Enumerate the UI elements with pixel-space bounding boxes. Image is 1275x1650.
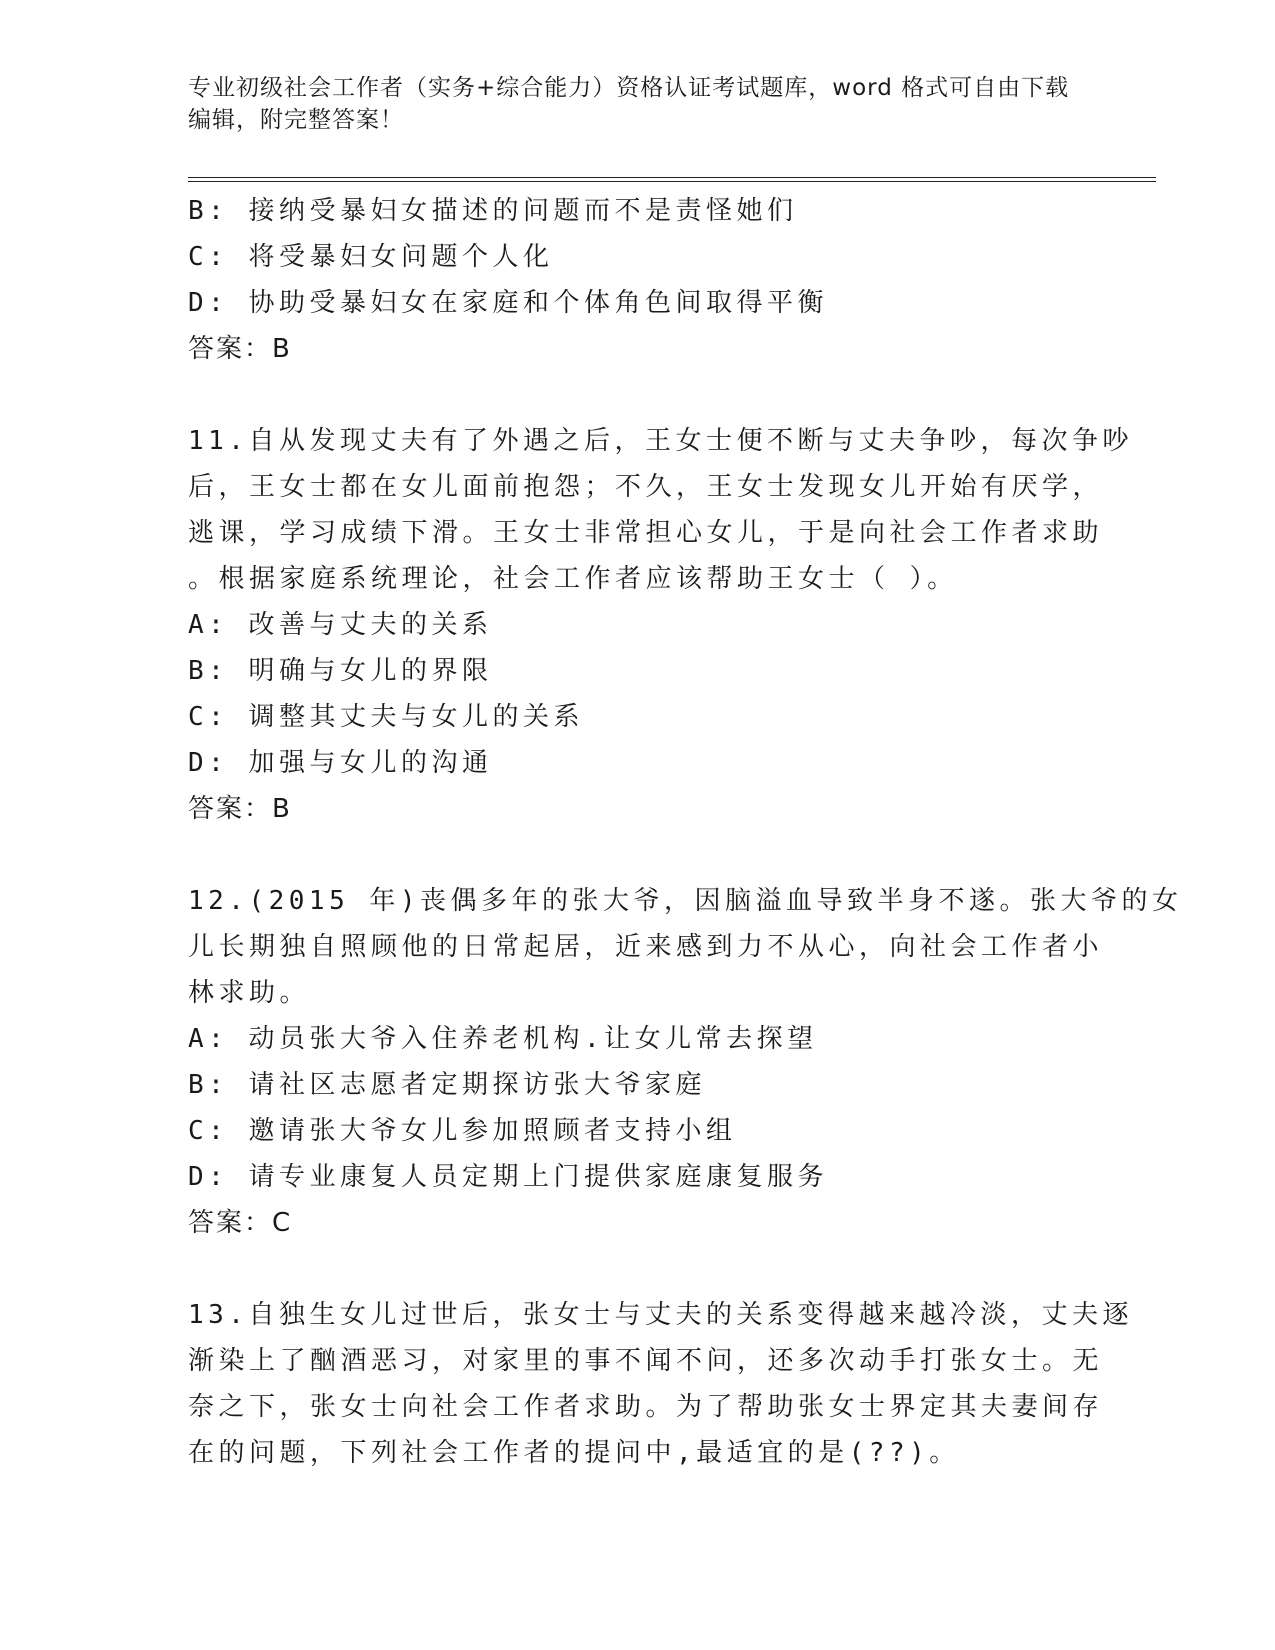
question-11	[188, 418, 1133, 832]
option-c: C: 邀请张大爷女儿参加照顾者支持小组	[188, 1116, 737, 1146]
spacer	[188, 372, 1088, 418]
question-stem-line: 逃课，学习成绩下滑。王女士非常担心女儿，于是向社会工作者求助	[188, 518, 1104, 548]
option-c: C: 调整其丈夫与女儿的关系	[188, 702, 584, 732]
option-d: D: 加强与女儿的沟通	[188, 748, 493, 778]
spacer	[188, 832, 1088, 878]
answer-line: 答案：B	[188, 794, 292, 824]
prev-question	[188, 188, 1088, 372]
question-stem-line: 12.(2015 年)丧偶多年的张大爷，因脑溢血导致半身不遂。张大爷的女	[188, 886, 1183, 916]
header-divider	[188, 177, 1156, 178]
question-stem-line: 后，王女士都在女儿面前抱怨；不久，王女士发现女儿开始有厌学，	[188, 472, 1104, 502]
option-b: B: 明确与女儿的界限	[188, 656, 493, 686]
option-d: D: 协助受暴妇女在家庭和个体角色间取得平衡	[188, 288, 828, 318]
question-stem-line: 林求助。	[188, 978, 311, 1008]
answer-line: 答案：C	[188, 1208, 293, 1238]
header-divider	[188, 181, 1156, 182]
option-a: A: 动员张大爷入住养老机构.让女儿常去探望	[188, 1024, 818, 1054]
option-d: D: 请专业康复人员定期上门提供家庭康复服务	[188, 1162, 828, 1192]
option-c: C: 将受暴妇女问题个人化	[188, 242, 554, 272]
question-stem-line: 在的问题，下列社会工作者的提问中,最适宜的是(??)。	[188, 1438, 960, 1468]
question-stem-line: 儿长期独自照顾他的日常起居，近来感到力不从心，向社会工作者小	[188, 932, 1104, 962]
question-13	[188, 1292, 1133, 1476]
option-b: B: 请社区志愿者定期探访张大爷家庭	[188, 1070, 706, 1100]
page-header	[188, 72, 1088, 136]
question-stem-line: 11.自从发现丈夫有了外遇之后，王女士便不断与丈夫争吵，每次争吵	[188, 426, 1133, 456]
option-a: A: 改善与丈夫的关系	[188, 610, 493, 640]
question-stem-line: 渐染上了酗酒恶习，对家里的事不闻不问，还多次动手打张女士。无	[188, 1346, 1104, 1376]
header-line-1: 专业初级社会工作者（实务+综合能力）资格认证考试题库，word 格式可自由下载	[188, 75, 1070, 101]
question-stem-line: 奈之下，张女士向社会工作者求助。为了帮助张女士界定其夫妻间存	[188, 1392, 1104, 1422]
spacer	[188, 1246, 1088, 1292]
option-b: B: 接纳受暴妇女描述的问题而不是责怪她们	[188, 196, 798, 226]
question-content	[188, 188, 1183, 1476]
answer-line: 答案：B	[188, 334, 292, 364]
question-stem-line: 。根据家庭系统理论，社会工作者应该帮助王女士（ ）。	[188, 564, 958, 594]
question-12	[188, 878, 1183, 1246]
question-stem-line: 13.自独生女儿过世后，张女士与丈夫的关系变得越来越冷淡，丈夫逐	[188, 1300, 1133, 1330]
header-line-2: 编辑，附完整答案！	[188, 107, 404, 133]
